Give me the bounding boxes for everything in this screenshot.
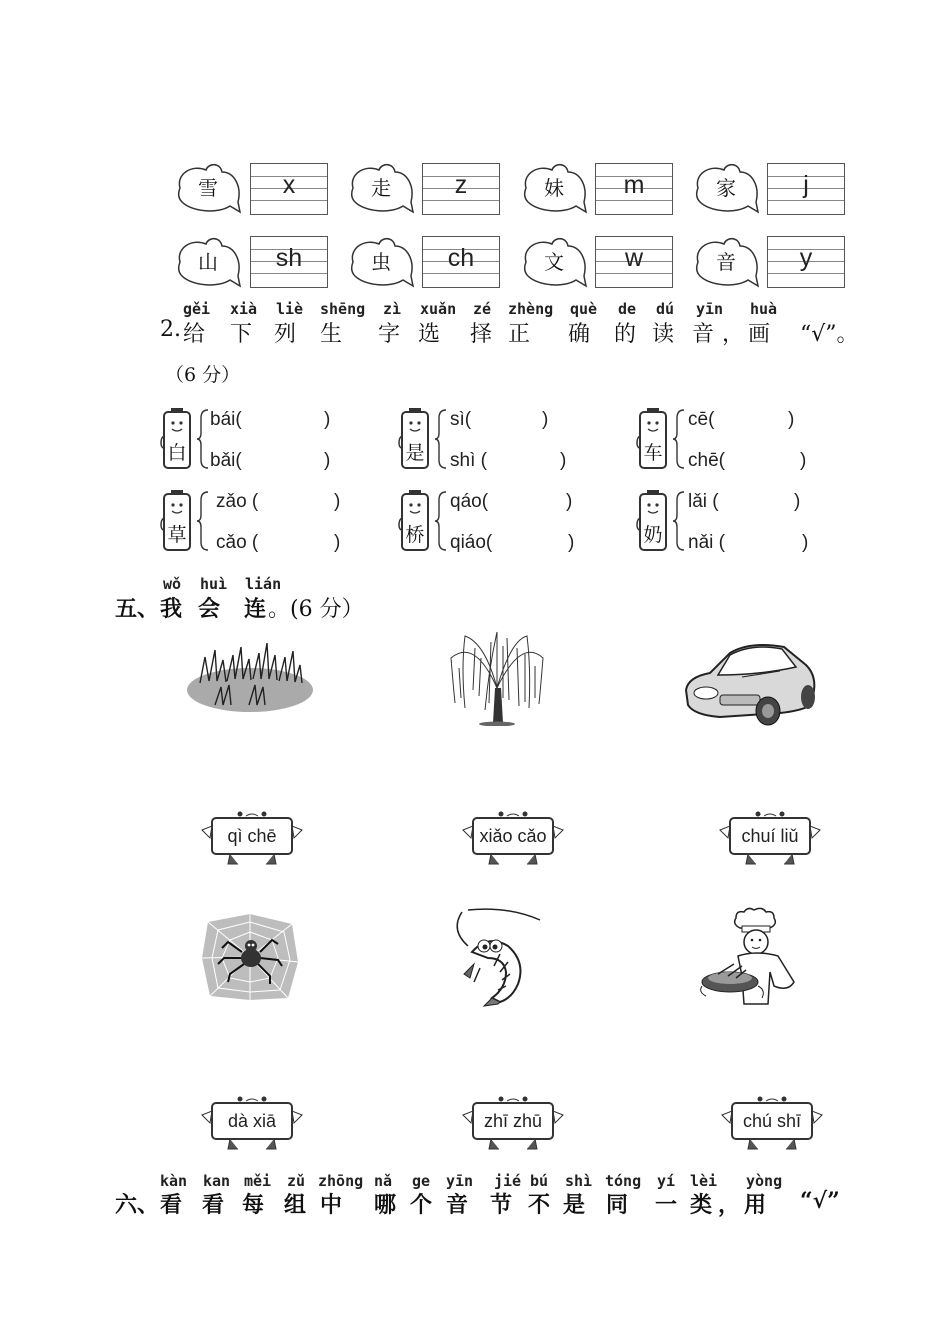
pinyin: zhōng (318, 1172, 364, 1190)
leaf-icon (518, 160, 588, 210)
hanzi: 连 (244, 596, 267, 622)
pinyin-choice-item (636, 408, 836, 474)
hanzi: 画 (748, 322, 771, 347)
pinyin: lèi (690, 1172, 718, 1190)
chef-picture[interactable] (698, 906, 798, 1006)
battery-character-icon (398, 490, 432, 550)
section-prefix: 六、 (115, 1192, 160, 1218)
hanzi: 哪 (374, 1192, 397, 1218)
question-number: 2. (160, 317, 181, 342)
leaf-char: 山 (198, 250, 218, 274)
four-line-grid[interactable] (767, 236, 845, 288)
pinyin: shēng (320, 300, 366, 318)
pinyin-sign[interactable] (461, 1093, 565, 1153)
four-line-grid[interactable] (595, 236, 673, 288)
willow-picture[interactable] (445, 628, 550, 726)
hanzi: 类 (690, 1192, 713, 1218)
pinyin: liè (276, 300, 304, 318)
check-mark-quote: “√”。 (800, 322, 859, 347)
brace-icon (672, 490, 686, 552)
sign-label: qì chē (227, 826, 277, 846)
leaf-char: 虫 (371, 250, 391, 274)
hanzi: 看 (202, 1192, 225, 1218)
pinyin: ge (412, 1172, 431, 1190)
hanzi: 节 (490, 1192, 513, 1218)
question-char: 是 (405, 442, 425, 464)
hanzi: 不 (528, 1192, 551, 1218)
brace-icon (672, 408, 686, 470)
question-char: 白 (167, 442, 187, 464)
pinyin: tóng (605, 1172, 642, 1190)
battery-character-icon (160, 490, 194, 550)
leaf-icon (518, 234, 588, 284)
hanzi: 是 (563, 1192, 586, 1218)
hanzi: 中 (320, 1192, 343, 1218)
hanzi: 会 (198, 596, 221, 622)
pinyin-sign[interactable] (461, 808, 565, 868)
hanzi: 的 (614, 322, 637, 347)
pinyin-option[interactable]: qiáo( (450, 532, 493, 553)
four-line-grid[interactable] (767, 163, 845, 215)
hanzi: ， (722, 322, 745, 347)
pinyin-option[interactable]: bǎi( (210, 450, 242, 471)
grass-picture[interactable] (185, 635, 315, 715)
leaf-icon (345, 234, 415, 284)
leaf-char: 走 (371, 176, 391, 200)
pinyin: jié (494, 1172, 522, 1190)
battery-character-icon (398, 408, 432, 468)
pinyin: kàn (160, 1172, 188, 1190)
close-paren: ) (334, 532, 341, 553)
hanzi: 给 (183, 322, 206, 347)
pinyin: yòng (746, 1172, 783, 1190)
pinyin-option[interactable]: chē( (688, 450, 725, 471)
sign-label: chuí liǔ (741, 826, 799, 846)
pinyin: què (570, 300, 598, 318)
pinyin-choice-item (160, 408, 360, 474)
pinyin: wǒ (163, 575, 182, 593)
leaf-char: 文 (544, 250, 564, 274)
hanzi: 确 (568, 322, 591, 347)
grid-letter: sh (275, 244, 303, 272)
four-line-grid[interactable] (422, 236, 500, 288)
hanzi: 一 (655, 1192, 678, 1218)
q2-score: （6 分） (165, 364, 241, 386)
hanzi: 读 (652, 322, 675, 347)
hanzi: ， (718, 1192, 741, 1218)
section-suffix: 。(6 分） (268, 597, 364, 622)
brace-icon (434, 490, 448, 552)
pinyin: yīn (696, 300, 724, 318)
leaf-char: 雪 (198, 176, 218, 200)
pinyin-option[interactable]: shì ( (450, 450, 487, 471)
pinyin: xuǎn (420, 300, 457, 318)
leaf-icon (345, 160, 415, 210)
pinyin-option[interactable]: nǎi ( (688, 532, 725, 553)
pinyin-choice-item (636, 490, 836, 556)
pinyin-option[interactable]: zǎo ( (216, 491, 259, 512)
close-paren: ) (542, 409, 549, 430)
pinyin: měi (244, 1172, 272, 1190)
close-paren: ) (788, 409, 795, 430)
sign-label: zhī zhū (483, 1111, 543, 1131)
pinyin-sign[interactable] (718, 808, 822, 868)
brace-icon (196, 408, 210, 470)
pinyin-option[interactable]: cǎo ( (216, 532, 259, 553)
car-picture[interactable] (680, 635, 820, 727)
pinyin: bú (530, 1172, 549, 1190)
pinyin: yīn (446, 1172, 474, 1190)
sign-label: xiǎo cǎo (479, 826, 547, 846)
pinyin-choice-item (398, 408, 598, 474)
pinyin-option[interactable]: sì( (450, 409, 472, 430)
close-paren: ) (802, 532, 809, 553)
pinyin-sign[interactable] (200, 808, 304, 868)
pinyin: zǔ (287, 1172, 306, 1190)
pinyin-option[interactable]: cē( (688, 409, 715, 430)
shrimp-picture[interactable] (448, 906, 546, 1008)
pinyin: yí (657, 1172, 676, 1190)
hanzi: 正 (508, 322, 531, 347)
pinyin: dú (656, 300, 675, 318)
hanzi: 组 (284, 1192, 307, 1218)
battery-character-icon (160, 408, 194, 468)
four-line-grid[interactable] (250, 163, 328, 215)
leaf-char: 音 (716, 250, 736, 274)
question-char: 草 (167, 524, 187, 546)
battery-character-icon (636, 490, 670, 550)
grid-letter: j (803, 171, 809, 199)
pinyin-choice-item (160, 490, 360, 556)
grid-letter: w (624, 244, 644, 272)
s6-title-line (0, 1188, 950, 1216)
close-paren: ) (568, 532, 575, 553)
four-line-grid[interactable] (250, 236, 328, 288)
pinyin: huà (750, 300, 778, 318)
s5-title-line (0, 592, 950, 620)
hanzi: 同 (606, 1192, 629, 1218)
close-paren: ) (566, 491, 573, 512)
pinyin: xià (230, 300, 258, 318)
brace-icon (196, 490, 210, 552)
battery-character-icon (636, 408, 670, 468)
hanzi: 列 (274, 322, 297, 347)
check-mark-quote: “√” (800, 1188, 840, 1214)
brace-icon (434, 408, 448, 470)
leaf-icon (172, 160, 242, 210)
grid-letter: z (454, 171, 468, 199)
leaf-icon (172, 234, 242, 284)
pinyin: zì (383, 300, 402, 318)
question-char: 桥 (405, 524, 425, 546)
hanzi: 每 (242, 1192, 265, 1218)
close-paren: ) (334, 491, 341, 512)
spider-web-picture[interactable] (200, 912, 300, 1002)
hanzi: 看 (160, 1192, 183, 1218)
hanzi: 择 (470, 322, 493, 347)
q2-title-line (0, 317, 950, 345)
pinyin-sign[interactable] (720, 1093, 824, 1153)
close-paren: ) (794, 491, 801, 512)
close-paren: ) (800, 450, 807, 471)
pinyin-option[interactable]: lǎi ( (688, 491, 719, 512)
leaf-char: 妹 (544, 176, 564, 200)
leaf-char: 家 (716, 176, 736, 200)
hanzi: 生 (320, 322, 343, 347)
grid-letter: m (623, 171, 645, 199)
hanzi: 个 (410, 1192, 433, 1218)
pinyin: kan (203, 1172, 231, 1190)
hanzi: 我 (160, 596, 183, 622)
sign-label: chú shī (742, 1111, 802, 1131)
question-char: 车 (643, 442, 663, 464)
leaf-icon (690, 160, 760, 210)
close-paren: ) (324, 450, 331, 471)
grid-letter: y (799, 244, 813, 272)
pinyin: lián (245, 575, 282, 593)
pinyin-choice-item (398, 490, 598, 556)
pinyin-option[interactable]: bái( (210, 409, 242, 430)
close-paren: ) (560, 450, 567, 471)
grid-letter: x (282, 171, 296, 199)
leaf-icon (690, 234, 760, 284)
pinyin: huì (200, 575, 228, 593)
pinyin-sign[interactable] (200, 1093, 304, 1153)
pinyin: de (618, 300, 637, 318)
question-char: 奶 (643, 524, 663, 546)
four-line-grid[interactable] (595, 163, 673, 215)
section-prefix: 五、 (115, 596, 160, 622)
pinyin: gěi (183, 300, 211, 318)
pinyin: zhèng (508, 300, 554, 318)
hanzi: 用 (744, 1192, 767, 1218)
pinyin-option[interactable]: qáo( (450, 491, 489, 512)
pinyin: nǎ (374, 1172, 393, 1190)
grid-letter: ch (447, 244, 475, 272)
pinyin: shì (565, 1172, 593, 1190)
hanzi: 字 (378, 322, 401, 347)
hanzi: 音 (446, 1192, 469, 1218)
close-paren: ) (324, 409, 331, 430)
hanzi: 音 (692, 322, 715, 347)
sign-label: dà xiā (227, 1111, 277, 1131)
hanzi: 下 (230, 322, 253, 347)
four-line-grid[interactable] (422, 163, 500, 215)
hanzi: 选 (418, 322, 441, 347)
pinyin: zé (473, 300, 492, 318)
